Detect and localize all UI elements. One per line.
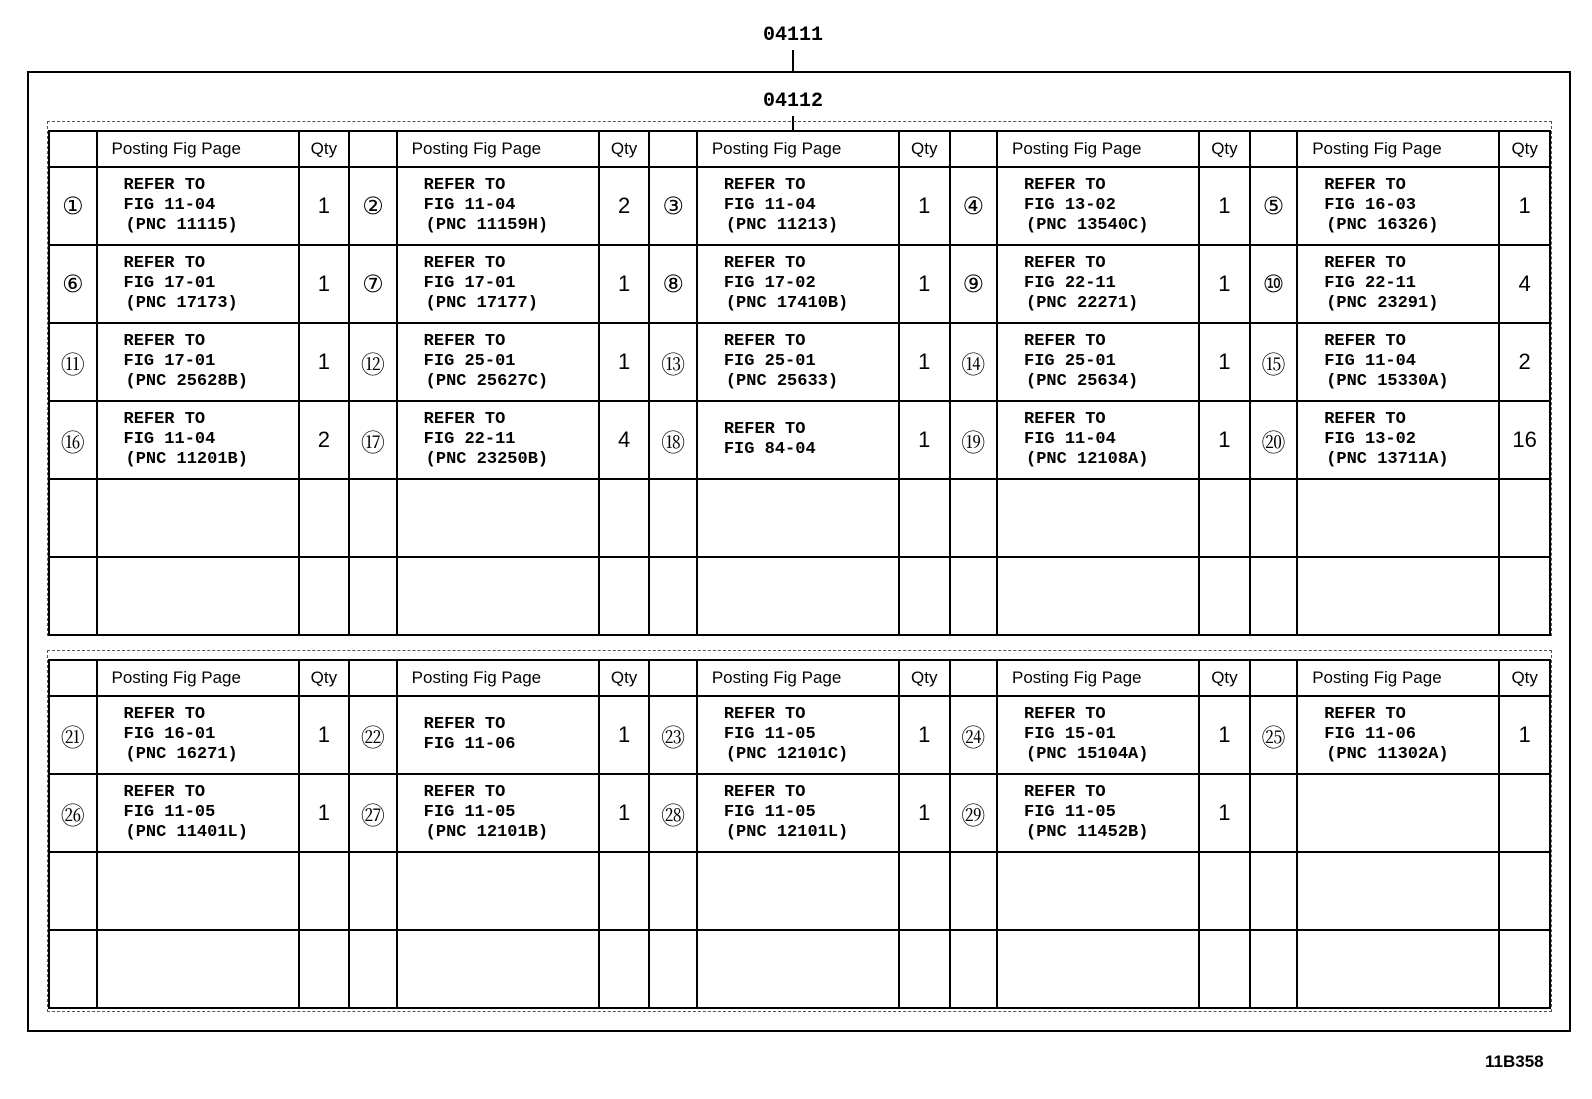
posting-fig-reference <box>997 323 1199 401</box>
posting-fig-reference <box>97 930 299 1008</box>
fig-reference-text: FIG 84-04 <box>723 440 816 459</box>
item-number <box>950 852 998 930</box>
posting-fig-reference <box>97 323 299 401</box>
fig-reference-text: FIG 13-02 <box>1324 430 1417 449</box>
refer-to-text: REFER TO <box>1024 176 1106 195</box>
posting-fig-reference <box>397 479 599 557</box>
header-number-cell <box>950 660 998 696</box>
pnc-reference-text: (PNC 23291) <box>1326 294 1439 313</box>
item-number: ⑫ <box>349 323 397 401</box>
refer-to-text: REFER TO <box>1324 176 1406 195</box>
quantity-value <box>599 930 650 1008</box>
item-number: ㉓ <box>649 696 697 774</box>
reference-table-lower <box>48 659 1551 1009</box>
quantity-value <box>1199 930 1250 1008</box>
posting-fig-reference <box>997 852 1199 930</box>
item-number <box>950 930 998 1008</box>
table-row <box>49 323 1550 401</box>
quantity-value: 2 <box>299 401 350 479</box>
table-row <box>49 401 1550 479</box>
header-qty: Qty <box>1199 660 1250 696</box>
item-number <box>49 930 97 1008</box>
item-number: ㉕ <box>1250 696 1298 774</box>
quantity-value: 1 <box>899 323 950 401</box>
header-posting-fig-page: Posting Fig Page <box>97 660 299 696</box>
quantity-value: 1 <box>899 696 950 774</box>
posting-fig-reference <box>997 557 1199 635</box>
header-posting-fig-page: Posting Fig Page <box>397 660 599 696</box>
fig-reference-text: FIG 25-01 <box>423 352 516 371</box>
item-number: ⑨ <box>950 245 998 323</box>
quantity-value: 1 <box>1199 245 1250 323</box>
posting-fig-reference <box>1297 930 1499 1008</box>
item-number: ㉙ <box>950 774 998 852</box>
posting-fig-reference <box>97 774 299 852</box>
posting-fig-reference <box>997 774 1199 852</box>
quantity-value: 1 <box>1199 696 1250 774</box>
item-number <box>349 479 397 557</box>
quantity-value: 1 <box>1499 167 1550 245</box>
pnc-reference-text: (PNC 11452B) <box>1026 823 1149 842</box>
refer-to-text: REFER TO <box>1024 705 1106 724</box>
quantity-value: 1 <box>599 245 650 323</box>
header-qty: Qty <box>599 660 650 696</box>
item-number: ⑥ <box>49 245 97 323</box>
fig-reference-text: FIG 11-04 <box>1024 430 1116 449</box>
fig-reference-text: FIG 17-02 <box>723 274 816 293</box>
fig-reference-text: FIG 11-05 <box>723 725 816 744</box>
posting-fig-reference <box>97 245 299 323</box>
header-posting-fig-page: Posting Fig Page <box>97 131 299 167</box>
item-number: ㉖ <box>49 774 97 852</box>
quantity-value <box>899 852 950 930</box>
quantity-value: 16 <box>1499 401 1550 479</box>
fig-reference-text: FIG 22-11 <box>423 430 516 449</box>
quantity-value <box>899 557 950 635</box>
pnc-reference-text: (PNC 16271) <box>125 745 238 764</box>
pnc-reference-text: (PNC 11302A) <box>1326 745 1449 764</box>
item-number: ③ <box>649 167 697 245</box>
posting-fig-reference <box>697 245 899 323</box>
item-number: ⑦ <box>349 245 397 323</box>
pnc-reference-text: (PNC 25628B) <box>125 372 248 391</box>
header-number-cell <box>649 660 697 696</box>
quantity-value: 1 <box>299 696 350 774</box>
pnc-reference-text: (PNC 11201B) <box>125 450 248 469</box>
fig-reference-text: FIG 17-01 <box>423 274 516 293</box>
table-row <box>49 696 1550 774</box>
outer-part-label: 04111 <box>763 24 824 47</box>
quantity-value <box>1499 557 1550 635</box>
fig-reference-text: FIG 16-01 <box>123 725 216 744</box>
posting-fig-reference <box>997 696 1199 774</box>
item-number: ⑱ <box>649 401 697 479</box>
quantity-value <box>299 852 350 930</box>
posting-fig-reference <box>97 167 299 245</box>
quantity-value: 1 <box>299 245 350 323</box>
quantity-value <box>1499 930 1550 1008</box>
table-row <box>49 930 1550 1008</box>
quantity-value: 1 <box>899 245 950 323</box>
item-number: ⑧ <box>649 245 697 323</box>
posting-fig-reference <box>697 557 899 635</box>
pnc-reference-text: (PNC 17173) <box>125 294 238 313</box>
quantity-value <box>599 557 650 635</box>
posting-fig-reference <box>997 401 1199 479</box>
table-row <box>49 774 1550 852</box>
header-qty: Qty <box>599 131 650 167</box>
header-number-cell <box>950 131 998 167</box>
fig-reference-text: FIG 25-01 <box>723 352 816 371</box>
table-row <box>49 167 1550 245</box>
item-number <box>349 852 397 930</box>
posting-fig-reference <box>97 696 299 774</box>
refer-to-text: REFER TO <box>123 176 206 195</box>
item-number <box>1250 557 1298 635</box>
item-number <box>49 852 97 930</box>
pnc-reference-text: (PNC 11401L) <box>125 823 248 842</box>
refer-to-text: REFER TO <box>1024 783 1106 802</box>
posting-fig-reference <box>97 557 299 635</box>
header-number-cell <box>1250 131 1298 167</box>
item-number <box>649 852 697 930</box>
fig-reference-text: FIG 16-03 <box>1324 196 1417 215</box>
item-number <box>1250 852 1298 930</box>
header-posting-fig-page: Posting Fig Page <box>697 660 899 696</box>
quantity-value <box>1499 479 1550 557</box>
item-number <box>1250 774 1298 852</box>
refer-to-text: REFER TO <box>1324 705 1406 724</box>
item-number: ㉗ <box>349 774 397 852</box>
fig-reference-text: FIG 11-04 <box>723 196 816 215</box>
posting-fig-reference <box>997 930 1199 1008</box>
posting-fig-reference <box>397 401 599 479</box>
quantity-value: 1 <box>299 774 350 852</box>
header-number-cell <box>49 131 97 167</box>
quantity-value <box>1499 852 1550 930</box>
posting-fig-reference <box>97 852 299 930</box>
posting-fig-reference <box>697 401 899 479</box>
posting-fig-reference <box>1297 696 1499 774</box>
quantity-value: 1 <box>1199 167 1250 245</box>
pnc-reference-text: (PNC 17177) <box>425 294 538 313</box>
item-number: ⑮ <box>1250 323 1298 401</box>
refer-to-text: REFER TO <box>123 783 206 802</box>
item-number: ⑩ <box>1250 245 1298 323</box>
refer-to-text: REFER TO <box>723 420 806 439</box>
item-number: ㉔ <box>950 696 998 774</box>
quantity-value: 4 <box>599 401 650 479</box>
item-number: ② <box>349 167 397 245</box>
fig-reference-text: FIG 11-05 <box>723 803 816 822</box>
quantity-value: 1 <box>599 696 650 774</box>
quantity-value <box>1199 479 1250 557</box>
header-number-cell <box>649 131 697 167</box>
table-row <box>49 852 1550 930</box>
item-number <box>49 479 97 557</box>
posting-fig-reference <box>697 774 899 852</box>
item-number: ⑳ <box>1250 401 1298 479</box>
posting-fig-reference <box>1297 852 1499 930</box>
posting-fig-reference <box>697 930 899 1008</box>
posting-fig-reference <box>397 245 599 323</box>
posting-fig-reference <box>1297 323 1499 401</box>
refer-to-text: REFER TO <box>723 705 806 724</box>
pnc-reference-text: (PNC 25627C) <box>425 372 549 391</box>
quantity-value: 1 <box>1199 401 1250 479</box>
item-number: ① <box>49 167 97 245</box>
posting-fig-reference <box>697 479 899 557</box>
item-number: ⑰ <box>349 401 397 479</box>
header-posting-fig-page: Posting Fig Page <box>1297 131 1499 167</box>
pnc-reference-text: (PNC 15104A) <box>1026 745 1149 764</box>
fig-reference-text: FIG 17-01 <box>123 274 216 293</box>
quantity-value <box>599 852 650 930</box>
pnc-reference-text: (PNC 12101L) <box>725 823 849 842</box>
posting-fig-reference <box>697 323 899 401</box>
item-number: ⑭ <box>950 323 998 401</box>
header-posting-fig-page: Posting Fig Page <box>1297 660 1499 696</box>
pnc-reference-text: (PNC 12101B) <box>425 823 549 842</box>
fig-reference-text: FIG 22-11 <box>1024 274 1116 293</box>
fig-reference-text: FIG 11-04 <box>123 430 216 449</box>
item-number <box>950 479 998 557</box>
header-posting-fig-page: Posting Fig Page <box>997 660 1199 696</box>
refer-to-text: REFER TO <box>723 254 806 273</box>
refer-to-text: REFER TO <box>1324 254 1406 273</box>
header-number-cell <box>49 660 97 696</box>
reference-table-upper <box>48 130 1551 636</box>
quantity-value: 1 <box>299 323 350 401</box>
refer-to-text: REFER TO <box>123 254 206 273</box>
posting-fig-reference <box>397 852 599 930</box>
pnc-reference-text: (PNC 11159H) <box>425 216 549 235</box>
posting-fig-reference <box>697 167 899 245</box>
item-number: ⑤ <box>1250 167 1298 245</box>
posting-fig-reference <box>1297 479 1499 557</box>
item-number: ⑪ <box>49 323 97 401</box>
pnc-reference-text: (PNC 17410B) <box>725 294 849 313</box>
refer-to-text: REFER TO <box>123 332 206 351</box>
refer-to-text: REFER TO <box>423 176 506 195</box>
item-number <box>649 479 697 557</box>
item-number <box>649 930 697 1008</box>
fig-reference-text: FIG 25-01 <box>1024 352 1116 371</box>
item-number <box>1250 930 1298 1008</box>
refer-to-text: REFER TO <box>423 715 506 734</box>
table-header-row <box>49 131 1550 167</box>
table-row <box>49 245 1550 323</box>
fig-reference-text: FIG 15-01 <box>1024 725 1116 744</box>
item-number: ④ <box>950 167 998 245</box>
refer-to-text: REFER TO <box>1324 410 1406 429</box>
drawing-code: 11B358 <box>1485 1052 1544 1071</box>
quantity-value <box>899 930 950 1008</box>
posting-fig-reference <box>697 696 899 774</box>
refer-to-text: REFER TO <box>123 705 206 724</box>
posting-fig-reference <box>97 401 299 479</box>
header-qty: Qty <box>899 131 950 167</box>
quantity-value: 1 <box>599 323 650 401</box>
pnc-reference-text: (PNC 15330A) <box>1326 372 1449 391</box>
header-number-cell <box>349 131 397 167</box>
posting-fig-reference <box>997 245 1199 323</box>
quantity-value: 1 <box>1199 774 1250 852</box>
fig-reference-text: FIG 11-06 <box>423 735 516 754</box>
header-qty: Qty <box>1499 660 1550 696</box>
item-number: ⑲ <box>950 401 998 479</box>
fig-reference-text: FIG 11-06 <box>1324 725 1417 744</box>
fig-reference-text: FIG 11-04 <box>1324 352 1417 371</box>
item-number: ⑯ <box>49 401 97 479</box>
quantity-value: 1 <box>1199 323 1250 401</box>
quantity-value <box>1199 852 1250 930</box>
fig-reference-text: FIG 22-11 <box>1324 274 1417 293</box>
refer-to-text: REFER TO <box>723 176 806 195</box>
item-number <box>349 557 397 635</box>
posting-fig-reference <box>997 167 1199 245</box>
header-number-cell <box>1250 660 1298 696</box>
header-qty: Qty <box>899 660 950 696</box>
posting-fig-reference <box>397 557 599 635</box>
posting-fig-reference <box>397 696 599 774</box>
table-row <box>49 479 1550 557</box>
posting-fig-reference <box>1297 245 1499 323</box>
item-number <box>1250 479 1298 557</box>
quantity-value: 1 <box>599 774 650 852</box>
posting-fig-reference <box>397 930 599 1008</box>
refer-to-text: REFER TO <box>1024 254 1106 273</box>
header-number-cell <box>349 660 397 696</box>
quantity-value <box>299 557 350 635</box>
quantity-value <box>899 479 950 557</box>
refer-to-text: REFER TO <box>1024 410 1106 429</box>
quantity-value <box>599 479 650 557</box>
refer-to-text: REFER TO <box>123 410 206 429</box>
quantity-value: 2 <box>1499 323 1550 401</box>
fig-reference-text: FIG 11-05 <box>423 803 516 822</box>
pnc-reference-text: (PNC 13540C) <box>1026 216 1149 235</box>
item-number: ㉘ <box>649 774 697 852</box>
refer-to-text: REFER TO <box>423 783 506 802</box>
quantity-value <box>1499 774 1550 852</box>
posting-fig-reference <box>1297 774 1499 852</box>
refer-to-text: REFER TO <box>723 783 806 802</box>
header-qty: Qty <box>1199 131 1250 167</box>
table-header-row <box>49 660 1550 696</box>
table-row <box>49 557 1550 635</box>
quantity-value: 1 <box>299 167 350 245</box>
refer-to-text: REFER TO <box>423 254 506 273</box>
pnc-reference-text: (PNC 11115) <box>125 216 238 235</box>
outer-leader-line <box>792 50 794 72</box>
header-qty: Qty <box>299 660 350 696</box>
quantity-value <box>1199 557 1250 635</box>
item-number: ⑬ <box>649 323 697 401</box>
quantity-value <box>299 479 350 557</box>
posting-fig-reference <box>397 774 599 852</box>
header-qty: Qty <box>299 131 350 167</box>
quantity-value <box>299 930 350 1008</box>
pnc-reference-text: (PNC 11213) <box>725 216 839 235</box>
fig-reference-text: FIG 11-05 <box>123 803 216 822</box>
header-qty: Qty <box>1499 131 1550 167</box>
refer-to-text: REFER TO <box>723 332 806 351</box>
pnc-reference-text: (PNC 25633) <box>725 372 839 391</box>
quantity-value: 1 <box>899 774 950 852</box>
item-number <box>349 930 397 1008</box>
fig-reference-text: FIG 11-04 <box>423 196 516 215</box>
quantity-value: 1 <box>1499 696 1550 774</box>
pnc-reference-text: (PNC 22271) <box>1026 294 1139 313</box>
posting-fig-reference <box>1297 401 1499 479</box>
refer-to-text: REFER TO <box>1024 332 1106 351</box>
inner-part-label: 04112 <box>763 90 824 113</box>
item-number <box>950 557 998 635</box>
posting-fig-reference <box>697 852 899 930</box>
pnc-reference-text: (PNC 16326) <box>1326 216 1439 235</box>
posting-fig-reference <box>1297 167 1499 245</box>
item-number <box>649 557 697 635</box>
pnc-reference-text: (PNC 23250B) <box>425 450 549 469</box>
item-number: ㉑ <box>49 696 97 774</box>
item-number <box>49 557 97 635</box>
posting-fig-reference <box>397 167 599 245</box>
quantity-value: 2 <box>599 167 650 245</box>
refer-to-text: REFER TO <box>1324 332 1406 351</box>
refer-to-text: REFER TO <box>423 332 506 351</box>
posting-fig-reference <box>97 479 299 557</box>
header-posting-fig-page: Posting Fig Page <box>997 131 1199 167</box>
posting-fig-reference <box>397 323 599 401</box>
pnc-reference-text: (PNC 13711A) <box>1326 450 1449 469</box>
fig-reference-text: FIG 11-04 <box>123 196 216 215</box>
fig-reference-text: FIG 11-05 <box>1024 803 1116 822</box>
quantity-value: 1 <box>899 401 950 479</box>
fig-reference-text: FIG 13-02 <box>1024 196 1116 215</box>
posting-fig-reference <box>1297 557 1499 635</box>
quantity-value: 1 <box>899 167 950 245</box>
posting-fig-reference <box>997 479 1199 557</box>
header-posting-fig-page: Posting Fig Page <box>397 131 599 167</box>
header-posting-fig-page: Posting Fig Page <box>697 131 899 167</box>
quantity-value: 4 <box>1499 245 1550 323</box>
pnc-reference-text: (PNC 12108A) <box>1026 450 1149 469</box>
item-number: ㉒ <box>349 696 397 774</box>
refer-to-text: REFER TO <box>423 410 506 429</box>
pnc-reference-text: (PNC 12101C) <box>725 745 849 764</box>
fig-reference-text: FIG 17-01 <box>123 352 216 371</box>
pnc-reference-text: (PNC 25634) <box>1026 372 1139 391</box>
